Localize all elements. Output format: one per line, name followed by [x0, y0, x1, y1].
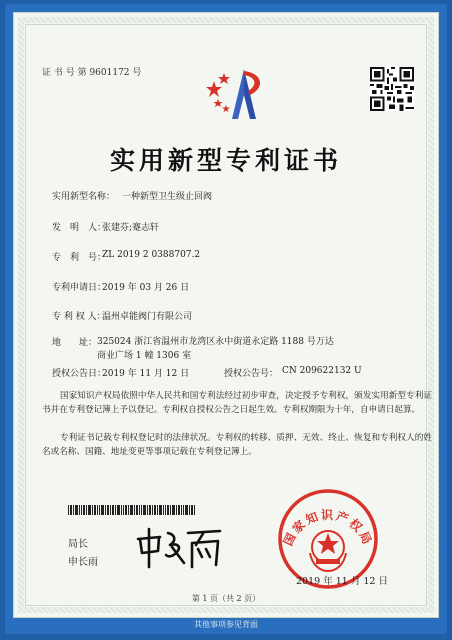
grant-number-value: CN 209622132 U [282, 366, 362, 376]
inventor-value: 张建芬;蹇志轩 [102, 223, 160, 233]
grant-date-label: 授权公告日： [52, 369, 107, 379]
utility-model-name-row [52, 189, 213, 202]
handwritten-signature [132, 523, 224, 571]
director-name: 申长雨 [68, 557, 98, 568]
name-value: 一种新型卫生级止回阀 [122, 192, 213, 202]
seal-text: 国家知识产权局 [280, 508, 376, 549]
cnipa-logo-icon [204, 65, 280, 123]
patent-number-value: ZL 2019 2 0388707.2 [102, 250, 201, 260]
grant-number-row [224, 366, 362, 379]
legal-status-paragraph: 专利证书记载专利权登记时的法律状况。专利权的转移、质押、无效、终止、恢复和专利权人的姓名或名称、国籍、地址变更等事项记载在专利登记簿上。 [42, 433, 432, 457]
filing-date-row [52, 280, 190, 293]
address-label-row [52, 335, 97, 348]
director-title: 局长 [68, 539, 88, 550]
grant-date-row [52, 366, 190, 379]
issue-date: 2019 年 11 月 12 日 [296, 576, 388, 587]
inventor-row [52, 220, 160, 233]
barcode-icon [68, 505, 196, 515]
certificate-paper [13, 12, 439, 618]
patent-number-label: 专 利 号： [52, 253, 107, 263]
inventor-label: 发 明 人： [52, 223, 107, 233]
address-line-1: 325024 浙江省温州市龙湾区永中街道永定路 1188 号万达 [97, 337, 334, 347]
patent-number-row [52, 250, 201, 263]
grant-date-value: 2019 年 11 月 12 日 [102, 369, 190, 379]
page-number: 第 1 页（共 2 页） [191, 594, 261, 603]
patentee-row [52, 309, 193, 322]
patentee-label: 专 利 权 人： [52, 312, 106, 322]
address-label: 地 址： [52, 338, 98, 348]
grant-number-label: 授权公告号： [224, 369, 279, 379]
certificate-title: 实用新型专利证书 [109, 146, 342, 175]
footer-note: 其他事项参见背面 [194, 620, 258, 629]
filing-date-label: 专利申请日： [52, 283, 107, 293]
address-line-2: 商业广场 1 幢 1306 室 [97, 351, 192, 361]
patentee-value: 温州卓能阀门有限公司 [102, 312, 193, 322]
certificate-number: 证 书 号 第 9601172 号 [42, 68, 142, 78]
grant-statement-paragraph: 国家知识产权局依照中华人民共和国专利法经过初步审查，决定授予专利权，颁发实用新型专利证书并在专利登记簿上予以登记。专利权自授权公告之日起生效。专利权期限为十年，自申请日起算。 [42, 391, 432, 415]
filing-date-value: 2019 年 03 月 26 日 [102, 283, 190, 293]
name-label: 实用新型名称： [52, 192, 116, 202]
qr-code-icon [370, 67, 414, 111]
address-value [97, 335, 397, 363]
